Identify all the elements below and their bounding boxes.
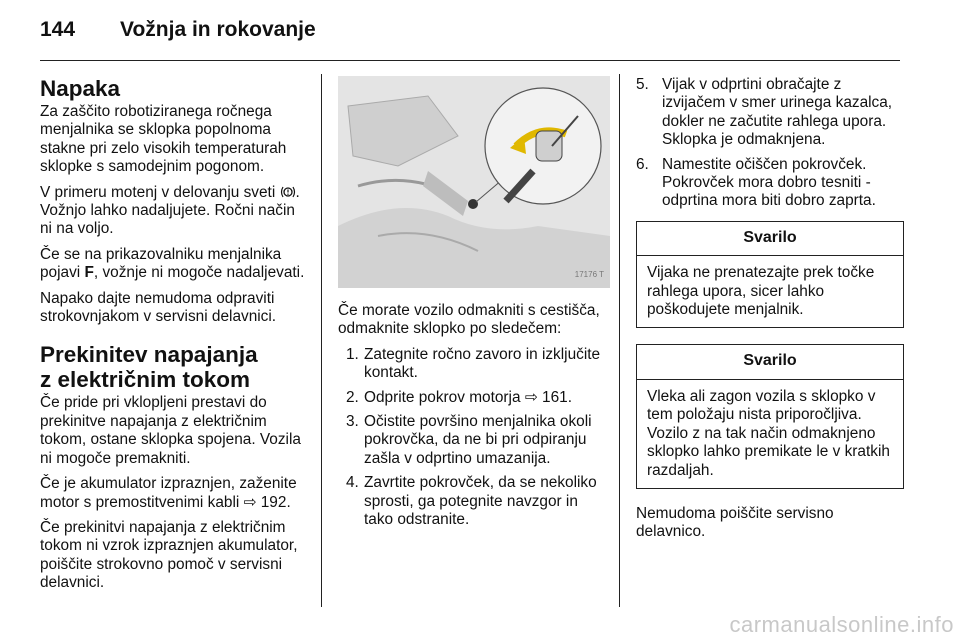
gear-indicator-letter: F bbox=[84, 264, 94, 282]
column-divider-1 bbox=[321, 74, 322, 607]
paragraph bbox=[40, 246, 308, 283]
page-ref-arrow-icon: ⇨ bbox=[243, 493, 257, 511]
step-text: Odprite pokrov motorja bbox=[364, 388, 525, 406]
steps-list bbox=[338, 346, 610, 530]
warning-box-1 bbox=[636, 221, 904, 329]
text: V primeru motenj v delovanju sveti bbox=[40, 183, 280, 201]
paragraph: Za zaščito robotiziranega ročnega menjalnika se sklopka popolnoma stakne pri zelo visokih temperaturah sklopke s samodejnim pogonom. bbox=[40, 103, 287, 176]
step-text: Zategnite ročno zavoro in izključite kontakt. bbox=[364, 345, 601, 382]
text: . bbox=[567, 388, 572, 406]
chapter-title: Vožnja in rokovanje bbox=[120, 18, 316, 41]
step-text: Vijak v odprtini obračajte z izvijačem v smer urinega kazalca, dokler ne začutite rahlega upora. Sklopka je odmaknjena. bbox=[662, 76, 893, 149]
intro-paragraph: Če morate vozilo odmakniti s cestišča, odmaknite sklopko po sledečem: bbox=[338, 302, 600, 338]
text: Če je akumulator izpraznjen, zaženite motor s premostitvenimi kabli bbox=[40, 475, 297, 511]
section-title-power-loss bbox=[40, 342, 308, 392]
page-ref-link[interactable]: 161 bbox=[542, 388, 568, 406]
step-number: 6. bbox=[636, 155, 649, 173]
section-title-napaka: Napaka bbox=[40, 76, 121, 101]
list-item bbox=[338, 389, 610, 407]
title-line: z električnim tokom bbox=[40, 367, 251, 393]
step-text: Zavrtite pokrovček, da se nekoliko sprosti, ga potegnite navzgor in tako odstranite. bbox=[364, 474, 597, 529]
column-2 bbox=[338, 76, 610, 535]
paragraph bbox=[40, 184, 308, 239]
paragraph: Če pride pri vklopljeni prestavi do prekinitve napajanja z električnim tokom, ostane sklopka spojena. Vozila ni mogoče premakniti. bbox=[40, 394, 301, 467]
paragraph bbox=[40, 475, 308, 512]
warning-title: Svarilo bbox=[637, 222, 903, 256]
text: Če se na prikazovalniku menjalnika pojavi bbox=[40, 245, 282, 282]
column-divider-2 bbox=[619, 74, 620, 607]
page-ref-arrow-icon: ⇨ bbox=[524, 388, 538, 406]
page-header bbox=[40, 18, 316, 42]
column-1 bbox=[40, 76, 308, 600]
step-number: 2. bbox=[346, 388, 359, 406]
watermark: carmanualsonline.info bbox=[729, 612, 954, 637]
title-line: Prekinitev napajanja bbox=[40, 342, 258, 368]
step-text: Očistite površino menjalnika okoli pokrovčka, da ne bi pri odpiranju zašla v odprtino umazanija. bbox=[364, 413, 592, 467]
closing-paragraph: Nemudoma poiščite servisno delavnico. bbox=[636, 504, 834, 541]
warning-title: Svarilo bbox=[637, 345, 903, 379]
list-item bbox=[338, 413, 610, 468]
list-item bbox=[338, 474, 610, 529]
warning-text: Vleka ali zagon vozila s sklopko v tem položaju nista priporočljiva. Vozilo z na tak način odmaknjeno sklopko lahko premikate le v kratkih razdaljah. bbox=[647, 387, 890, 479]
step-number: 4. bbox=[346, 474, 359, 492]
step-number: 1. bbox=[346, 345, 359, 363]
step-text: Namestite očiščen pokrovček. Pokrovček mora dobro tesniti - odprtina mora biti dobro zaprta. bbox=[662, 155, 876, 210]
list-item bbox=[338, 346, 610, 383]
figure-code: 17176 T bbox=[574, 269, 604, 279]
paragraph: Če prekinitvi napajanja z električnim tokom ni vzrok izpraznjen akumulator, poiščite strokovno pomoč v servisni delavnici. bbox=[40, 518, 298, 592]
header-rule bbox=[40, 60, 900, 61]
gear-warning-icon bbox=[280, 185, 296, 199]
list-item bbox=[636, 76, 904, 150]
page-ref-link[interactable]: 192 bbox=[260, 493, 287, 511]
step-number: 5. bbox=[636, 76, 649, 93]
text: . bbox=[286, 493, 291, 511]
list-item bbox=[636, 156, 904, 211]
text: . Vožnjo lahko nadaljujete. Ročni način ni na voljo. bbox=[40, 183, 300, 238]
engine-bay-drawing bbox=[338, 76, 610, 288]
paragraph: Napako dajte nemudoma odpraviti strokovnjakom v servisni delavnici. bbox=[40, 289, 277, 326]
steps-list-continued bbox=[636, 76, 904, 211]
warning-box-2 bbox=[636, 344, 904, 488]
warning-text: Vijaka ne prenatezajte prek točke rahlega upora, sicer lahko poškodujete menjalnik. bbox=[647, 264, 875, 319]
page-number: 144 bbox=[40, 18, 76, 41]
column-3 bbox=[636, 76, 904, 549]
text: , vožnje ni mogoče nadaljevati. bbox=[93, 264, 305, 282]
transmission-illustration bbox=[338, 76, 610, 288]
step-number: 3. bbox=[346, 413, 359, 431]
